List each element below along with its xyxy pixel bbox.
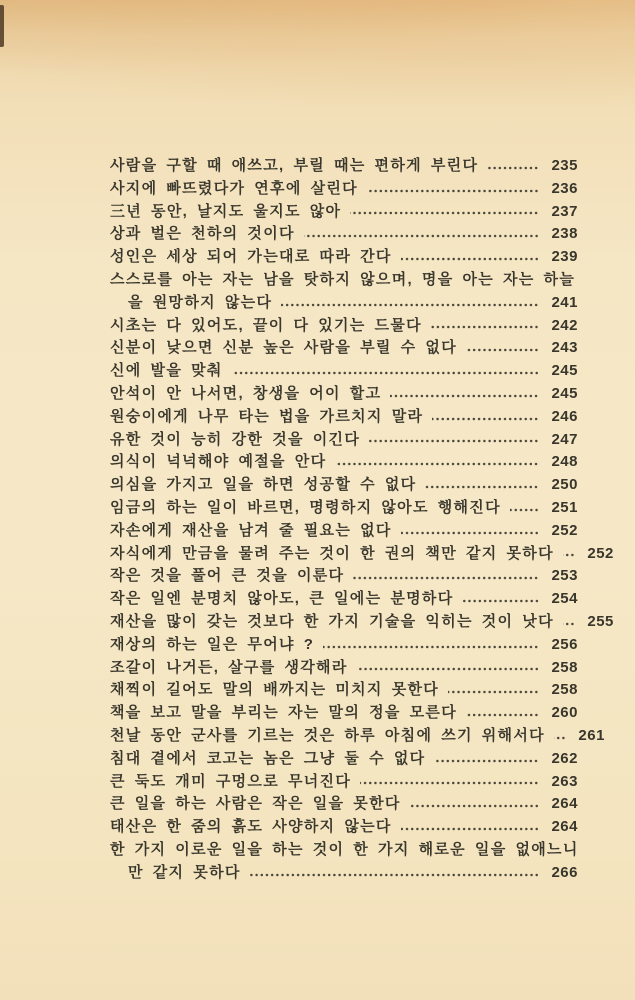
- toc-entry-title: 재산을 많이 갖는 것보다 한 가지 기술을 익히는 것이 낫다: [110, 612, 554, 630]
- dot-leader: [335, 461, 539, 467]
- toc-entry-line1: [110, 269, 578, 292]
- toc-entry: [110, 315, 578, 338]
- dot-leader: [463, 598, 540, 604]
- toc-page-number: 261: [578, 726, 605, 744]
- dot-leader: [432, 416, 539, 422]
- toc-page-number: 241: [551, 293, 578, 311]
- toc-entry: [110, 679, 578, 702]
- toc-entry-line1: [110, 839, 578, 862]
- toc-entry-title: 큰 둑도 개미 구멍으로 무너진다: [110, 772, 352, 790]
- toc-entry: [110, 246, 578, 269]
- toc-entry-title: 자손에게 재산을 남겨 줄 필요는 없다: [110, 521, 392, 539]
- toc-entry: [110, 178, 578, 201]
- toc-entry-title: 책을 보고 말을 부리는 자는 말의 정을 모른다: [110, 704, 457, 722]
- toc-page-number: 248: [551, 453, 578, 471]
- dot-leader: [250, 872, 539, 878]
- toc-page-number: 263: [551, 772, 578, 790]
- toc-entry-title-continued: 을 원망하지 않는다: [128, 293, 273, 311]
- dot-leader: [281, 302, 539, 308]
- toc-entry-line2: [110, 292, 578, 315]
- toc-page-number: 250: [551, 476, 578, 494]
- dot-leader: [350, 210, 539, 216]
- toc-entry: [110, 588, 578, 611]
- toc-entry: [110, 429, 578, 452]
- dot-leader: [466, 712, 539, 718]
- toc-entry-title: 작은 일엔 분명치 않아도, 큰 일에는 분명하다: [110, 590, 454, 608]
- toc-list: [110, 155, 614, 885]
- dot-leader: [323, 644, 539, 650]
- toc-page-number: 245: [551, 362, 578, 380]
- dot-leader: [563, 621, 575, 627]
- toc-page-number: 264: [551, 818, 578, 836]
- toc-entry-title: 재상의 하는 일은 무어냐 ?: [110, 635, 315, 653]
- toc-entry: [110, 383, 578, 406]
- toc-page-number: 242: [551, 316, 578, 334]
- dot-leader: [425, 484, 539, 490]
- dot-leader: [390, 393, 539, 399]
- dot-leader: [353, 575, 539, 581]
- toc-entry-title-continued: 만 같지 못하다: [128, 863, 241, 881]
- toc-entry-title: 상과 벌은 천하의 것이다: [110, 225, 295, 243]
- toc-page-number: 235: [551, 157, 578, 174]
- toc-entry: [110, 793, 578, 816]
- dot-leader: [510, 507, 539, 513]
- toc-page-number: 266: [551, 863, 578, 881]
- toc-entry: [110, 223, 578, 246]
- toc-page-number: 254: [551, 590, 578, 608]
- toc-page-number: 255: [587, 612, 614, 630]
- toc-entry: [110, 337, 578, 360]
- toc-entry-title: 조갈이 나거든, 살구를 생각해라: [110, 658, 348, 676]
- toc-entry: [110, 543, 614, 566]
- dot-leader: [369, 438, 539, 444]
- toc-page-number: 246: [551, 407, 578, 425]
- toc-page-number: 253: [551, 567, 578, 585]
- toc-entry-title: 성인은 세상 되어 가는대로 따라 간다: [110, 248, 392, 266]
- toc-page-number: 251: [551, 498, 578, 516]
- toc-entry: [110, 771, 578, 794]
- toc-page-number: 260: [551, 704, 578, 722]
- toc-entry: [110, 201, 578, 224]
- toc-entry: [110, 497, 578, 520]
- toc-entry: [110, 634, 578, 657]
- dot-leader: [304, 233, 539, 239]
- toc-entry-title: 큰 일을 하는 사람은 작은 일을 못한다: [110, 795, 401, 813]
- toc-entry-line2: [110, 862, 578, 885]
- toc-entry-title: 천날 동안 군사를 기르는 것은 하루 아침에 쓰기 위해서다: [110, 726, 545, 744]
- toc-entry: [110, 406, 578, 429]
- dot-leader: [431, 324, 539, 330]
- toc-entry-title: 사람을 구할 때 애쓰고, 부릴 때는 편하게 부린다: [110, 157, 479, 174]
- toc-entry: [110, 748, 578, 771]
- toc-entry-title: 한 가지 이로운 일을 하는 것이 한 가지 해로운 일을 없애느니: [110, 840, 579, 858]
- toc-entry: [110, 520, 578, 543]
- toc-page-number: 262: [551, 749, 578, 767]
- toc-entry-title: 채찍이 길어도 말의 배까지는 미치지 못한다: [110, 681, 440, 699]
- dot-leader: [401, 256, 539, 262]
- toc-entry-title: 작은 것을 풀어 큰 것을 이룬다: [110, 567, 345, 585]
- toc-entry-title: 유한 것이 능히 강한 것을 이긴다: [110, 430, 361, 448]
- toc-page-number: 264: [551, 795, 578, 813]
- toc-entry-title: 임금의 하는 일이 바르면, 명령하지 않아도 행해진다: [110, 498, 501, 516]
- dot-leader: [563, 552, 575, 558]
- toc-page-number: 243: [551, 339, 578, 357]
- toc-entry-title: 자식에게 만금을 물려 주는 것이 한 권의 책만 같지 못하다: [110, 544, 554, 562]
- toc-entry: [110, 565, 578, 588]
- dot-leader: [466, 347, 539, 353]
- toc-page-number: 237: [551, 202, 578, 220]
- toc-entry: [110, 725, 605, 748]
- toc-page-number: 239: [551, 248, 578, 266]
- toc-page-number: 256: [551, 635, 578, 653]
- toc-entry-title: 안석이 안 나서면, 창생을 어이 할고: [110, 384, 382, 402]
- dot-leader: [410, 803, 539, 809]
- toc-entry: [110, 611, 614, 634]
- dot-leader: [401, 826, 539, 832]
- toc-entry: [110, 702, 578, 725]
- toc-entry-title: 사지에 빠뜨렸다가 연후에 살린다: [110, 179, 358, 197]
- scan-edge-artifact: [0, 5, 4, 47]
- dot-leader: [487, 165, 539, 171]
- dot-leader: [360, 780, 539, 786]
- dot-leader: [434, 758, 539, 764]
- toc-page-number: 245: [551, 384, 578, 402]
- dot-leader: [232, 370, 539, 376]
- toc-page-number: 247: [551, 430, 578, 448]
- toc-entry-title: 시초는 다 있어도, 끝이 다 있기는 드물다: [110, 316, 422, 334]
- toc-entry-title: 의심을 가지고 일을 하면 성공할 수 없다: [110, 476, 417, 494]
- toc-page-number: 238: [551, 225, 578, 243]
- toc-entry-title: 태산은 한 줌의 흙도 사양하지 않는다: [110, 818, 392, 836]
- toc-entry-title: 三년 동안, 날지도 울지도 않아: [110, 202, 342, 220]
- toc-entry-title: 원숭이에게 나무 타는 법을 가르치지 말라: [110, 407, 424, 425]
- toc-entry: [110, 155, 578, 178]
- toc-entry: [110, 657, 578, 680]
- toc-entry-title: 스스로를 아는 자는 남을 탓하지 않으며, 명을 아는 자는 하늘: [110, 270, 576, 288]
- toc-page-number: 252: [551, 521, 578, 539]
- toc-page-number: 236: [551, 179, 578, 197]
- toc-entry: [110, 816, 578, 839]
- toc-entry: [110, 451, 578, 474]
- dot-leader: [357, 666, 539, 672]
- dot-leader: [367, 188, 539, 194]
- toc-entry-title: 신에 발을 맞춰: [110, 362, 223, 380]
- toc-page-number: 258: [551, 658, 578, 676]
- toc-entry-title: 신분이 낮으면 신분 높은 사람을 부릴 수 없다: [110, 339, 457, 357]
- toc-entry: [110, 474, 578, 497]
- dot-leader: [448, 689, 539, 695]
- toc-page-number: 252: [587, 544, 614, 562]
- dot-leader: [554, 735, 566, 741]
- dot-leader: [401, 530, 539, 536]
- toc-entry: [110, 360, 578, 383]
- toc-entry-title: 의식이 넉넉해야 예절을 안다: [110, 453, 327, 471]
- toc-page-number: 258: [551, 681, 578, 699]
- toc-entry-title: 침대 곁에서 코고는 놈은 그냥 둘 수 없다: [110, 749, 426, 767]
